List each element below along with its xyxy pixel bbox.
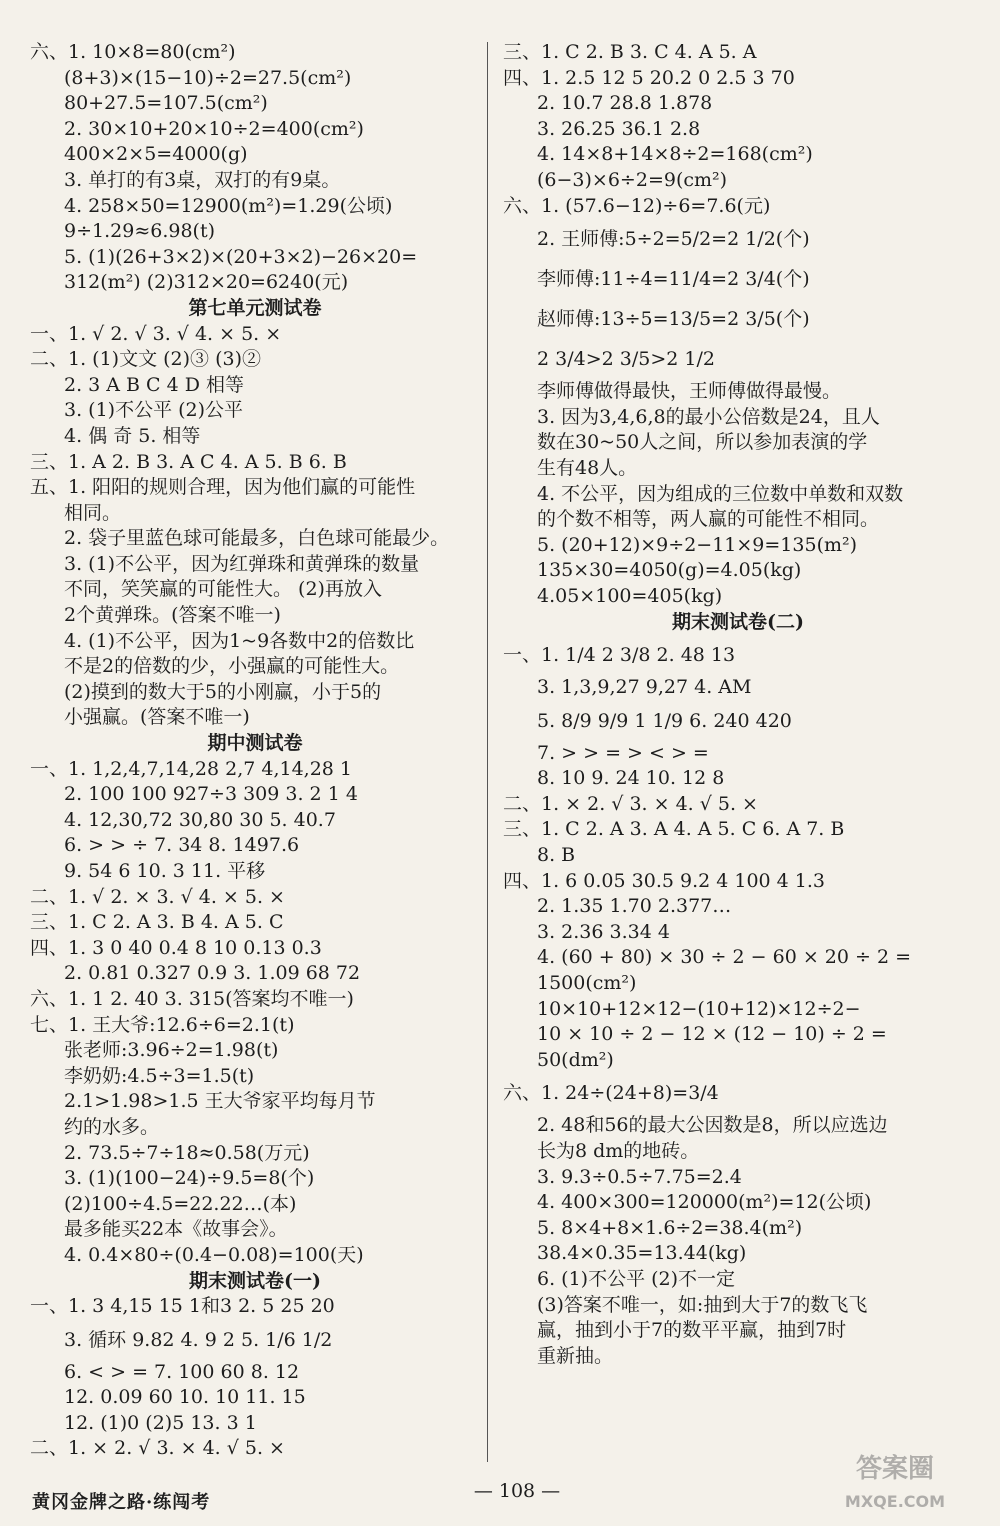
- answer-line: 长为8 dm的地砖。: [537, 1140, 700, 1162]
- page-number: — 108 —: [473, 1480, 561, 1502]
- answer-line: 张老师:3.96÷2=1.98(t): [64, 1039, 279, 1062]
- answer-line: (8+3)×(15−10)÷2=27.5(cm²): [64, 66, 352, 89]
- answer-line: 4. 258×50=12900(m²)=1.29(公顷): [64, 194, 393, 217]
- answer-line: 8. B: [537, 844, 576, 867]
- answer-line: 约的水多。: [64, 1115, 160, 1138]
- answer-line: 6. (1)不公平 (2)不一定: [537, 1267, 736, 1290]
- answer-line: 最多能买22本《故事会》。: [64, 1218, 288, 1241]
- answer-line: 七、1. 王大爷:12.6÷6=2.1(t): [30, 1013, 295, 1036]
- answer-line: 六、1. (57.6−12)÷6=7.6(元): [503, 194, 771, 217]
- answer-line: 一、1. 1,2,4,7,14,28 2,7 4,14,28 1: [30, 757, 353, 780]
- answer-line: 2. 100 100 927÷3 309 3. 2 1 4: [64, 783, 358, 806]
- answer-line: 三、1. C 2. B 3. C 4. A 5. A: [503, 41, 757, 63]
- watermark-text: 答案圈: [855, 1454, 935, 1484]
- answer-line: 2. 王师傅:5÷2=5/2=2 1/2(个): [537, 228, 810, 251]
- answer-line: 2. 73.5÷7÷18≈0.58(万元): [64, 1141, 310, 1164]
- answer-line: 2. 袋子里蓝色球可能最多，白色球可能最少。: [64, 527, 450, 550]
- answer-line: 六、1. 24÷(24+8)=3/4: [503, 1082, 719, 1105]
- answer-line: 4. 400×300=120000(m²)=12(公顷): [537, 1191, 872, 1214]
- answer-line: 7. > > = > < > =: [537, 741, 709, 764]
- answer-line: 6. < > = 7. 100 60 8. 12: [64, 1360, 300, 1383]
- answer-line: 不同，笑笑赢的可能性大。 (2)再放入: [64, 578, 382, 601]
- answer-line: 一、1. 1/4 2 3/8 2. 48 13: [503, 644, 736, 667]
- answer-line: 一、1. √ 2. √ 3. √ 4. × 5. ×: [30, 322, 282, 345]
- answer-line: 3. (1)(100−24)÷9.5=8(个): [64, 1167, 315, 1190]
- answer-line: 4. (60 + 80) × 30 ÷ 2 − 60 × 20 ÷ 2 =: [537, 946, 912, 969]
- answer-line: 1500(cm²): [537, 972, 637, 995]
- answer-line: 5. 8/9 9/9 1 1/9 6. 240 420: [537, 709, 792, 732]
- answer-line: 四、1. 2.5 12 5 20.2 0 2.5 3 70: [503, 66, 795, 89]
- answer-line: 9. 54 6 10. 3 11. 平移: [64, 860, 266, 882]
- section-title: 期末测试卷(二): [672, 610, 804, 633]
- answer-line: 3. 2.36 3.34 4: [537, 920, 670, 943]
- column-divider: [487, 42, 488, 1462]
- answer-line: 2. 0.81 0.327 0.9 3. 1.09 68 72: [64, 962, 361, 985]
- answer-line: 二、1. (1)文文 (2)③ (3)②: [30, 348, 261, 371]
- answer-line: 3. (1)不公平 (2)公平: [64, 399, 244, 422]
- answer-line: 三、1. C 2. A 3. B 4. A 5. C: [30, 911, 284, 934]
- answer-line: 重新抽。: [537, 1344, 614, 1367]
- answer-line: 数在30~50人之间，所以参加表演的学: [537, 431, 868, 454]
- answer-line: 38.4×0.35=13.44(kg): [537, 1242, 747, 1265]
- answer-line: 小强赢。(答案不唯一): [64, 706, 250, 729]
- answer-line: 五、1. 阳阳的规则合理，因为他们赢的可能性: [30, 476, 416, 499]
- right-column: [503, 40, 973, 1369]
- answer-line: 李师傅:11÷4=11/4=2 3/4(个): [537, 268, 810, 291]
- answer-line: 三、1. A 2. B 3. A C 4. A 5. B 6. B: [30, 450, 347, 473]
- answer-line: 生有48人。: [537, 456, 638, 479]
- answer-line: 李师傅做得最快，王师傅做得最慢。: [537, 380, 842, 403]
- answer-line: 2. 48和56的最大公因数是8，所以应选边: [537, 1114, 888, 1137]
- answer-line: 6. > > ÷ 7. 34 8. 1497.6: [64, 834, 300, 857]
- answer-line: 4. 0.4×80÷(0.4−0.08)=100(天): [64, 1243, 364, 1266]
- answer-line: 六、1. 1 2. 40 3. 315(答案均不唯一): [30, 987, 354, 1010]
- answer-line: (2)100÷4.5=22.22…(本): [64, 1192, 297, 1215]
- answer-line: 3. 9.3÷0.5÷7.75=2.4: [537, 1165, 742, 1188]
- answer-line: 4. 偶 奇 5. 相等: [64, 424, 201, 447]
- answer-line: 二、1. × 2. √ 3. × 4. √ 5. ×: [30, 1437, 285, 1460]
- answer-line: (2)摸到的数大于5的小刚赢，小于5的: [64, 680, 382, 703]
- left-column: [30, 40, 480, 1462]
- answer-line: (6−3)×6÷2=9(cm²): [537, 168, 728, 191]
- answer-line: 10 × 10 ÷ 2 − 12 × (12 − 10) ÷ 2 =: [537, 1023, 887, 1046]
- answer-line: 135×30=4050(g)=4.05(kg): [537, 559, 802, 582]
- footer-brand: 黄冈金牌之路·练闯考: [32, 1492, 211, 1513]
- answer-line: 12. (1)0 (2)5 13. 3 1: [64, 1411, 257, 1434]
- section-title: 第七单元测试卷: [188, 296, 322, 319]
- answer-line: 9÷1.29≈6.98(t): [64, 220, 215, 243]
- answer-line: 二、1. × 2. √ 3. × 4. √ 5. ×: [503, 792, 758, 815]
- answer-line: 4. (1)不公平，因为1~9各数中2的倍数比: [64, 629, 415, 652]
- answer-line: 的个数不相等，两人赢的可能性不相同。: [537, 508, 880, 531]
- answer-line: 10×10+12×12−(10+12)×12÷2−: [537, 997, 861, 1020]
- answer-line: 5. (20+12)×9÷2−11×9=135(m²): [537, 533, 858, 556]
- answer-line: 8. 10 9. 24 10. 12 8: [537, 767, 725, 790]
- answer-line: (3)答案不唯一，如:抽到大于7的数飞飞: [537, 1293, 868, 1316]
- answer-line: 二、1. √ 2. × 3. √ 4. × 5. ×: [30, 885, 285, 908]
- watermark-logo: [800, 1435, 990, 1520]
- answer-line: 3. 单打的有3桌，双打的有9桌。: [64, 168, 341, 191]
- answer-line: 3. 循环 9.82 4. 9 2 5. 1/6 1/2: [64, 1328, 333, 1351]
- answer-line: 2个黄弹珠。(答案不唯一): [64, 604, 281, 627]
- answer-line: 三、1. C 2. A 3. A 4. A 5. C 6. A 7. B: [503, 818, 845, 841]
- answer-line: 不是2的倍数的少，小强赢的可能性大。: [64, 655, 400, 678]
- answer-line: 80+27.5=107.5(cm²): [64, 92, 268, 115]
- answer-line: 一、1. 3 4,15 15 1和3 2. 5 25 20: [30, 1295, 335, 1318]
- answer-line: 相同。: [64, 501, 122, 524]
- answer-line: 2.1>1.98>1.5 王大爷家平均每月节: [64, 1090, 376, 1113]
- answer-line: 5. 8×4+8×1.6÷2=38.4(m²): [537, 1216, 803, 1239]
- answer-line: 3. 26.25 36.1 2.8: [537, 117, 701, 140]
- answer-line: 3. 因为3,4,6,8的最小公倍数是24，且人: [537, 405, 880, 428]
- answer-line: 4. 12,30,72 30,80 30 5. 40.7: [64, 808, 336, 831]
- answer-line: 3. (1)不公平，因为红弹珠和黄弹珠的数量: [64, 552, 420, 575]
- answer-line: 312(m²) (2)312×20=6240(元): [64, 271, 349, 294]
- answer-line: 2 3/4>2 3/5>2 1/2: [537, 348, 715, 371]
- answer-line: 赢，抽到小于7的数平平赢，抽到7时: [537, 1319, 847, 1342]
- answer-line: 2. 1.35 1.70 2.377…: [537, 895, 732, 918]
- answer-line: 四、1. 6 0.05 30.5 9.2 4 100 4 1.3: [503, 869, 826, 892]
- watermark-url: MXQE.COM: [844, 1492, 946, 1511]
- answer-line: 4. 不公平，因为组成的三位数中单数和双数: [537, 482, 904, 505]
- answer-line: 50(dm²): [537, 1048, 614, 1071]
- answer-line: 5. (1)(26+3×2)×(20+3×2)−26×20=: [64, 245, 418, 268]
- section-title: 期中测试卷: [207, 732, 303, 755]
- answer-line: 赵师傅:13÷5=13/5=2 3/5(个): [537, 308, 810, 331]
- answer-line: 六、1. 10×8=80(cm²): [30, 41, 236, 63]
- answer-line: 400×2×5=4000(g): [64, 143, 248, 166]
- answer-line: 4.05×100=405(kg): [537, 584, 723, 607]
- answer-line: 12. 0.09 60 10. 10 11. 15: [64, 1386, 306, 1409]
- section-title: 期末测试卷(一): [189, 1269, 321, 1292]
- answer-line: 李奶奶:4.5÷3=1.5(t): [64, 1064, 255, 1087]
- answer-line: 3. 1,3,9,27 9,27 4. AM: [537, 676, 752, 699]
- answer-line: 2. 30×10+20×10÷2=400(cm²): [64, 117, 364, 140]
- answer-line: 4. 14×8+14×8÷2=168(cm²): [537, 143, 813, 166]
- answer-line: 2. 10.7 28.8 1.878: [537, 92, 713, 115]
- answer-line: 2. 3 A B C 4 D 相等: [64, 373, 245, 396]
- answer-line: 四、1. 3 0 40 0.4 8 10 0.13 0.3: [30, 936, 322, 959]
